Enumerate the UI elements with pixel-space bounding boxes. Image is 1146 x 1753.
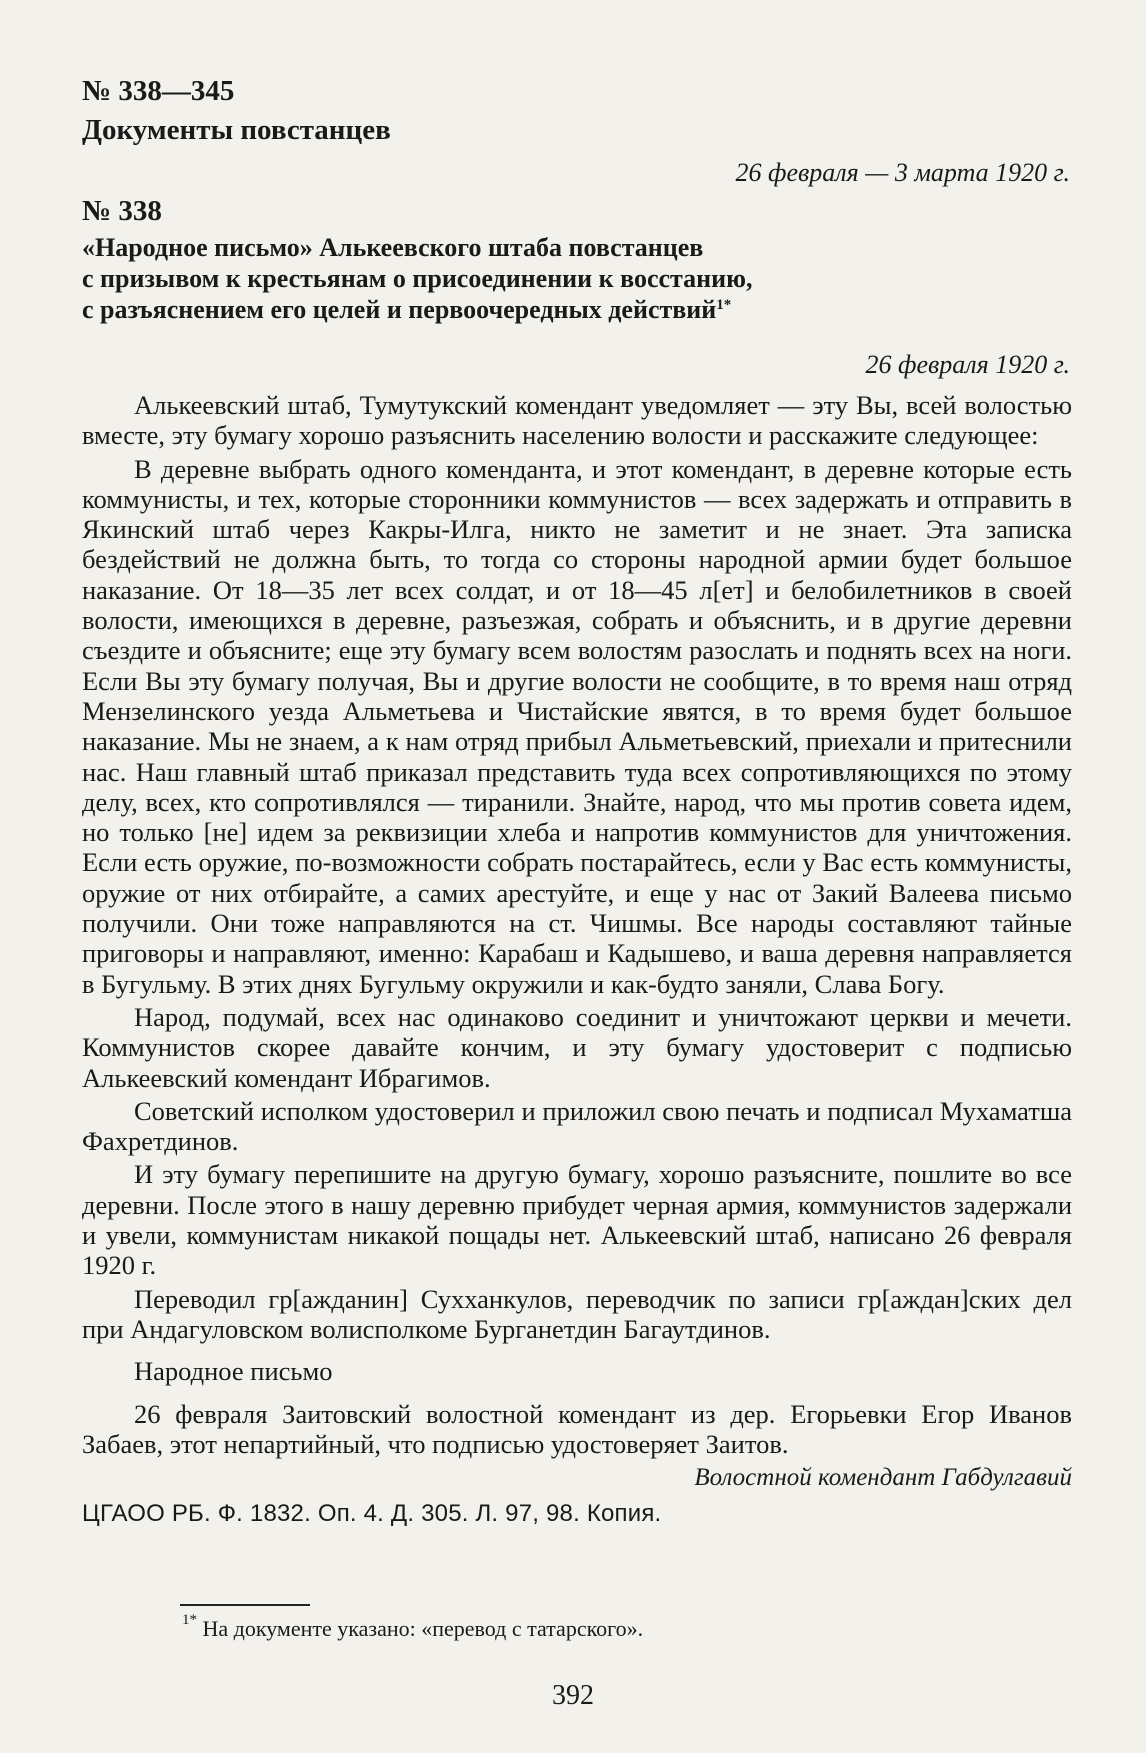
footnote-mark: 1* xyxy=(182,1612,197,1628)
title-line: «Народное письмо» Алькеевского штаба повстанцев xyxy=(82,233,704,262)
body-paragraph: 26 февраля Заитовский волостной комендант из дер. Егорьевки Егор Иванов Забаев, этот непартийный, что подписью удостоверяет Заитов. xyxy=(82,1398,1072,1459)
body-paragraph: Народное письмо xyxy=(134,1356,333,1387)
document-number: № 338 xyxy=(82,195,162,227)
date-range: 26 февраля — 3 марта 1920 г. xyxy=(735,158,1070,187)
document-title xyxy=(82,232,1072,325)
body-paragraph: В деревне выбрать одного коменданта, и этот комендант, в деревне которые есть коммунисты, и тех, которые сторонники коммунистов — всех задержать и отправить в Якинский штаб через Какры-Илга, никто не заметит и не знает. Эта записка бездействий не должна быть, то тогда со стороны народной армии будет большое наказание. От 18—35 лет всех солдат, и от 18—45 л[ет] и белобилетников в своей волости, имеющихся в деревне, разъезжая, собрать и объяснить, и в другие деревни съездите и объясните; еще эту бумагу всем волостям разослать и поднять всех на ноги. Если Вы эту бумагу получая, Вы и другие волости не сообщите, в то время наш отряд Мензелинского уезда Альметьева и Чистайские явятся, в то время будет большое наказание. Мы не знаем, а к нам отряд прибыл Альметьевский, приехали и притеснили нас. Наш главный штаб приказал представить туда всех сопротивляющихся по этому делу, всех, кто сопротивлялся — тиранили. Знайте, народ, что мы против совета идем, но только [не] идем за реквизиции хлеба и напротив коммунистов для уничтожения. Если есть оружие, по-возможности собрать постарайтесь, если у Вас есть коммунисты, оружие от них отбирайте, а самих арестуйте, и еще у нас от Закий Валеева письмо получили. Они тоже направляются на ст. Чишмы. Все народы составляют тайные приговоры и направляют, именно: Карабаш и Кадышево, и ваша деревня направляется в Бугульму. В этих днях Бугульму окружили и как-будто заняли, Слава Богу. xyxy=(82,453,1072,999)
title-line: с разъяснением его целей и первоочередных действий xyxy=(82,295,717,324)
document-body xyxy=(82,390,1072,1530)
title-line-with-note xyxy=(82,294,1072,325)
title-line: с призывом к крестьянам о присоединении к восстанию, xyxy=(82,264,753,293)
archive-reference: ЦГАОО РБ. Ф. 1832. Оп. 4. Д. 305. Л. 97, 98. Копия. xyxy=(82,1500,662,1528)
page-number: 392 xyxy=(552,1680,594,1711)
body-paragraph: Переводил гр[ажданин] Сухханкулов, переводчик по записи гр[аждан]ских дел при Андагуловском волисполкоме Бурганетдин Багаутдинов. xyxy=(82,1283,1072,1344)
body-paragraph: Народ, подумай, всех нас одинаково соединит и уничтожают церкви и мечети. Коммунистов скорее давайте кончим, и эту бумагу удостоверит с подписью Алькеевский комендант Ибрагимов. xyxy=(82,1001,1072,1093)
section-title: Документы повстанцев xyxy=(82,114,391,146)
body-paragraph: Советский исполком удостоверил и приложил свою печать и подписал Мухаматша Фахретдинов. xyxy=(82,1095,1072,1157)
body-paragraph: Алькеевский штаб, Тумутукский комендант уведомляет — эту Вы, всей волостью вместе, эту бумагу хорошо разъяснить населению волости и расскажите следующее: xyxy=(82,390,1072,451)
body-paragraph: И эту бумагу перепишите на другую бумагу, хорошо разъясните, пошлите во все деревни. После этого в нашу деревню прибудет черная армия, коммунистов задержали и увели, коммунистам никакой пощады нет. Алькеевский штаб, написано 26 февраля 1920 г. xyxy=(82,1159,1072,1281)
footnote-text: На документе указано: «перевод с татарского». xyxy=(202,1616,644,1641)
footnote-divider xyxy=(180,1604,310,1606)
document-range-heading: № 338—345 xyxy=(82,75,235,107)
signature: Волостной комендант Габдулгавий xyxy=(694,1464,1072,1492)
footnote-reference: 1* xyxy=(716,297,732,313)
footnote xyxy=(182,1612,644,1642)
document-date: 26 февраля 1920 г. xyxy=(865,350,1070,379)
